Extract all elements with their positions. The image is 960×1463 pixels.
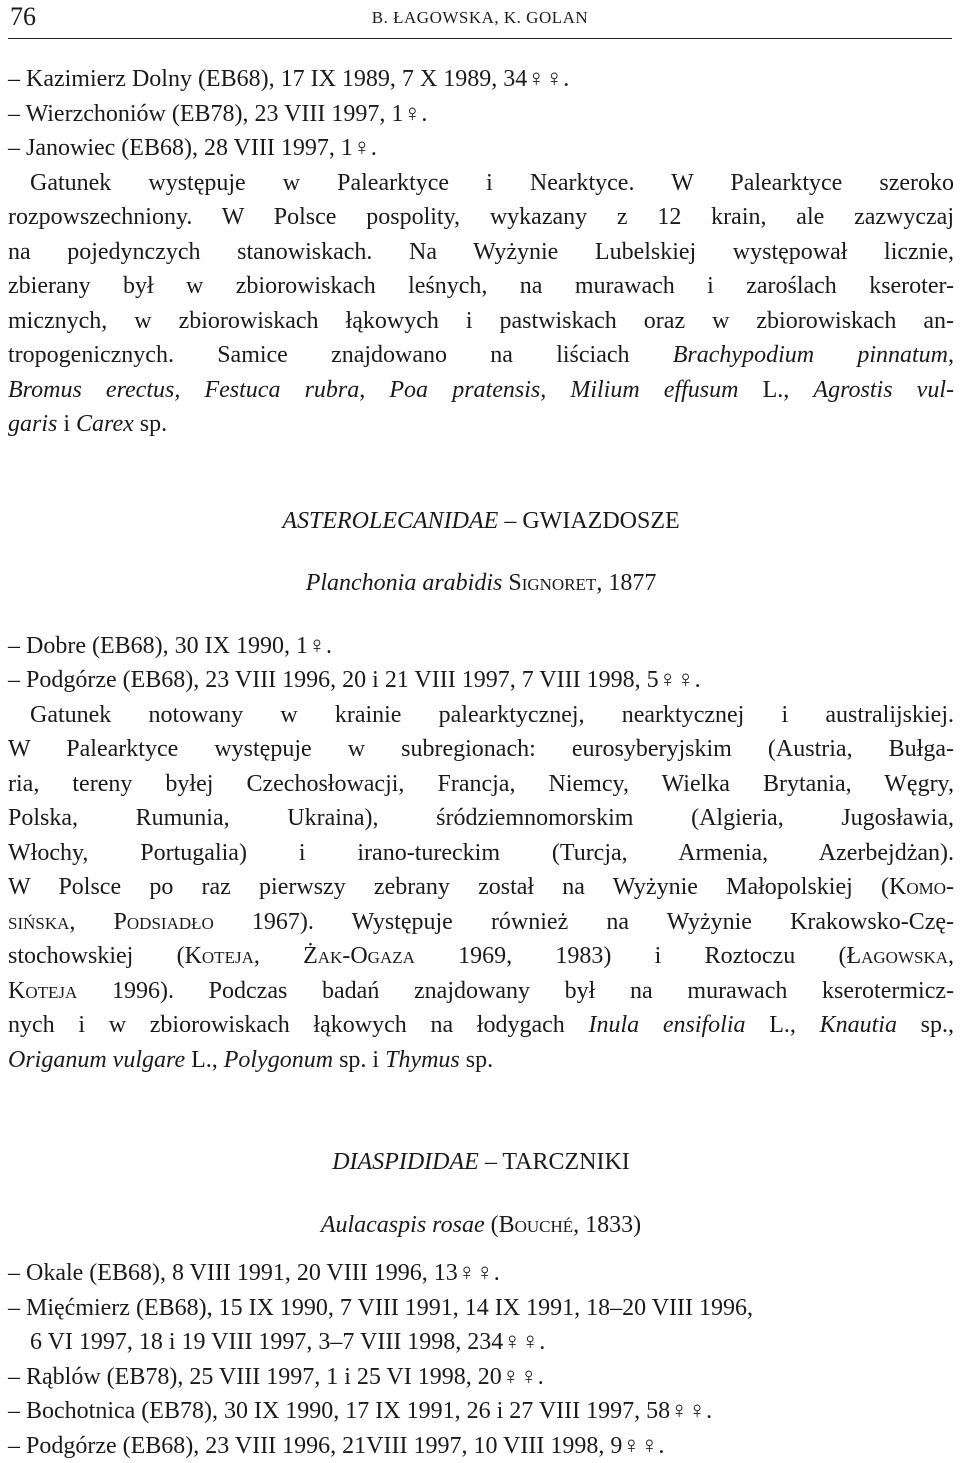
author-name: Komo- [889, 874, 954, 900]
discussion-section1 [8, 166, 954, 442]
record-line: – Dobre (EB68), 30 IX 1990, 1♀. [8, 629, 954, 664]
family-heading-asterolecanidae: ASTEROLECANIDAE – GWIAZDOSZE [8, 504, 954, 539]
species-heading-planchonia: Planchonia arabidis Signoret, 1877 [8, 566, 954, 601]
records-section1 [8, 62, 954, 166]
text-line: Polska, Rumunia, Ukraina), śródziemnomorskim (Algieria, Jugosławia, [8, 801, 954, 836]
text-line: Włochy, Portugalia) i irano-tureckim (Turcja, Armenia, Azerbejdżan). [8, 836, 954, 871]
running-title: B. ŁAGOWSKA, K. GOLAN [0, 8, 960, 28]
page-number: 76 [10, 2, 36, 32]
discussion-species1 [8, 698, 954, 1078]
records-species2 [8, 1256, 954, 1463]
author-name: Signoret [508, 570, 596, 596]
species-name: Brachypodium pinnatum, [673, 342, 954, 368]
text-line: Gatunek notowany w krainie palearktycznej, nearktycznej i australijskiej. [8, 698, 954, 733]
text-line: Gatunek występuje w Palearktyce i Nearktyce. W Palearktyce szeroko [8, 166, 954, 201]
record-line: – Wierzchoniów (EB78), 23 VIII 1997, 1♀. [8, 97, 954, 132]
text-line: W Palearktyce występuje w subregionach: eurosyberyjskim (Austria, Bułga- [8, 732, 954, 767]
text-line: W Polsce po raz pierwszy zebrany został na Wyżynie Małopolskiej (Komo- [8, 870, 954, 905]
text-line: Koteja 1996). Podczas badań znajdowany był na murawach kserotermicz- [8, 974, 954, 1009]
page-body [8, 62, 954, 1463]
text-line: Origanum vulgare L., Polygonum sp. i Thymus sp. [8, 1043, 954, 1078]
author-name: Podsiadło [114, 909, 214, 935]
record-line: 6 VI 1997, 18 i 19 VIII 1997, 3–7 VIII 1998, 234♀♀. [8, 1325, 954, 1360]
record-line: – Rąblów (EB78), 25 VIII 1997, 1 i 25 VI 1998, 20♀♀. [8, 1360, 954, 1395]
record-line: – Podgórze (EB68), 23 VIII 1996, 20 i 21 VIII 1997, 7 VIII 1998, 5♀♀. [8, 663, 954, 698]
record-line: – Bochotnica (EB78), 30 IX 1990, 17 IX 1991, 26 i 27 VIII 1997, 58♀♀. [8, 1394, 954, 1429]
text-line: na pojedynczych stanowiskach. Na Wyżynie Lubelskiej występował licznie, [8, 235, 954, 270]
author-name: Bouché [499, 1212, 574, 1238]
text-line: tropogenicznych. Samice znajdowano na liściach Brachypodium pinnatum, [8, 338, 954, 373]
record-line: – Podgórze (EB68), 23 VIII 1996, 21VIII 1997, 10 VIII 1998, 9♀♀. [8, 1429, 954, 1463]
family-heading-diaspididae: DIASPIDIDAE – TARCZNIKI [8, 1145, 954, 1180]
text-line: rozpowszechniony. W Polsce pospolity, wykazany z 12 krain, ale zazwyczaj [8, 200, 954, 235]
text-line: micznych, w zbiorowiskach łąkowych i pastwiskach oraz w zbiorowiskach an- [8, 304, 954, 339]
record-line: – Kazimierz Dolny (EB68), 17 IX 1989, 7 X 1989, 34♀♀. [8, 62, 954, 97]
text-line: sińska, Podsiadło 1967). Występuje również na Wyżynie Krakowsko-Czę- [8, 905, 954, 940]
text-line: zbierany był w zbiorowiskach leśnych, na murawach i zaroślach kseroter- [8, 269, 954, 304]
species-heading-aulacaspis: Aulacaspis rosae (Bouché, 1833) [8, 1208, 954, 1243]
text-line: ria, tereny byłej Czechosłowacji, Francja, Niemcy, Wielka Brytania, Węgry, [8, 767, 954, 802]
species-name: Agrostis vul- [813, 377, 954, 403]
record-line: – Janowiec (EB68), 28 VIII 1997, 1♀. [8, 131, 954, 166]
header-rule [8, 38, 952, 39]
text-line: garis i Carex sp. [8, 407, 954, 442]
text-line: stochowskiej (Koteja, Żak-Ogaza 1969, 1983) i Roztoczu (Łagowska, [8, 939, 954, 974]
text-line: nych i w zbiorowiskach łąkowych na łodygach Inula ensifolia L., Knautia sp., [8, 1008, 954, 1043]
genus-name: Carex [76, 411, 134, 437]
record-line: – Mięćmierz (EB68), 15 IX 1990, 7 VIII 1991, 14 IX 1991, 18–20 VIII 1996, [8, 1291, 954, 1326]
species-names: Bromus erectus, Festuca rubra, Poa pratensis, Milium effusum [8, 377, 738, 403]
page-header [0, 0, 960, 38]
record-line: – Okale (EB68), 8 VIII 1991, 20 VIII 1996, 13♀♀. [8, 1256, 954, 1291]
text-line: Bromus erectus, Festuca rubra, Poa pratensis, Milium effusum L., Agrostis vul- [8, 373, 954, 408]
records-species1 [8, 629, 954, 698]
